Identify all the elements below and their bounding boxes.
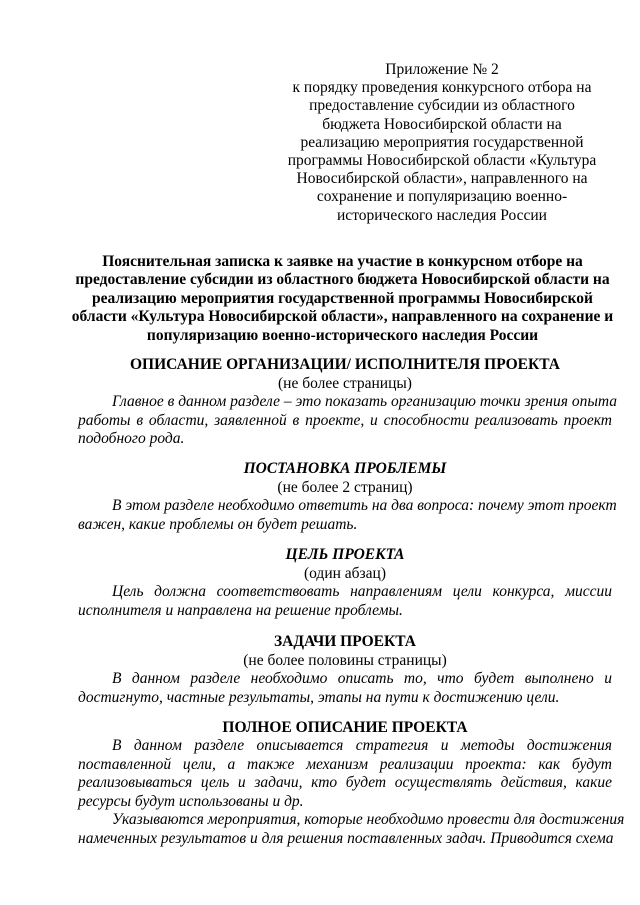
body-line: ресурсы будут использованы и др. (78, 792, 304, 810)
section-title: ЦЕЛЬ ПРОЕКТА (285, 546, 405, 563)
section-tasks (78, 632, 612, 707)
appendix-header (282, 61, 602, 225)
note-title-line: предоставление субсидии из областного бюджета Новосибирской области на (75, 271, 610, 289)
body-line: достигнуто, частные результаты, этапы на пути к достижению цели. (78, 688, 560, 706)
section-organization (78, 355, 617, 449)
body-line: подобного рода. (78, 430, 185, 447)
appendix-number: Приложение № 2 (385, 61, 499, 78)
section-body (78, 737, 625, 848)
explanatory-note-title (70, 253, 615, 345)
body-line: намеченных результатов и для решения поставленных задач. Приводится схема (78, 829, 614, 847)
appendix-line: программы Новосибирской области «Культура (287, 152, 597, 170)
section-title: ЗАДАЧИ ПРОЕКТА (273, 633, 416, 650)
note-title-line: популяризацию военно-исторического наследия России (146, 326, 539, 344)
section-subtitle: (не более страницы) (278, 375, 412, 392)
body-line: поставленной цели, а также механизм реализации проекта: как будут (78, 755, 612, 773)
section-title: ПОСТАНОВКА ПРОБЛЕМЫ (243, 460, 447, 477)
body-line: Цель должна соответствовать направлениям цели конкурса, миссии (112, 583, 612, 600)
body-line: реализовываться цель и задачи, кто будет осуществлять действия, какие (78, 774, 612, 791)
section-body (78, 583, 612, 620)
section-title: ПОЛНОЕ ОПИСАНИЕ ПРОЕКТА (222, 719, 468, 736)
section-body (78, 393, 617, 449)
appendix-line: предоставление субсидии из областного (309, 97, 575, 115)
appendix-line: к порядку проведения конкурсного отбора на (292, 79, 592, 97)
body-line: Главное в данном разделе – это показать организацию точки зрения опыта (112, 393, 617, 410)
appendix-line: сохранение и популяризацию военно- (316, 188, 568, 206)
appendix-line: исторического наследия России (337, 206, 547, 224)
appendix-line: бюджета Новосибирской области на (322, 115, 562, 133)
section-goal (78, 545, 612, 620)
note-title-line: области «Культура Новосибирской области», направленного на сохранение и (71, 308, 614, 326)
section-body (78, 497, 617, 534)
appendix-line: Новосибирской области», направленного на (296, 170, 588, 188)
note-title-line: реализацию мероприятия государственной программы Новосибирской (92, 289, 593, 307)
body-line: важен, какие проблемы он будет решать. (78, 515, 358, 533)
section-title: ОПИСАНИЕ ОРГАНИЗАЦИИ/ ИСПОЛНИТЕЛЯ ПРОЕКТА (129, 356, 560, 373)
section-body (78, 670, 612, 707)
body-line: Указываются мероприятия, которые необходимо провести для достижения (112, 811, 625, 828)
body-line: В данном разделе описывается стратегия и методы достижения (112, 737, 612, 754)
section-problem (78, 459, 617, 534)
body-line: В данном разделе необходимо описать то, что будет выполнено и (112, 670, 612, 687)
section-subtitle: (не более 2 страниц) (277, 479, 413, 496)
section-full-description (78, 718, 625, 848)
body-line: В этом разделе необходимо ответить на два вопроса: почему этот проект (112, 497, 617, 514)
section-subtitle: (не более половины страницы) (243, 652, 447, 669)
note-title-line: Пояснительная записка к заявке на участие в конкурсном отборе на (102, 253, 583, 270)
section-subtitle: (один абзац) (303, 565, 387, 582)
body-line: работы в области, заявленной в проекте, и способности реализовать проект (78, 411, 612, 429)
appendix-line: реализацию мероприятия государственной (300, 133, 584, 151)
body-line: исполнителя и направлена на решение проблемы. (78, 601, 403, 619)
